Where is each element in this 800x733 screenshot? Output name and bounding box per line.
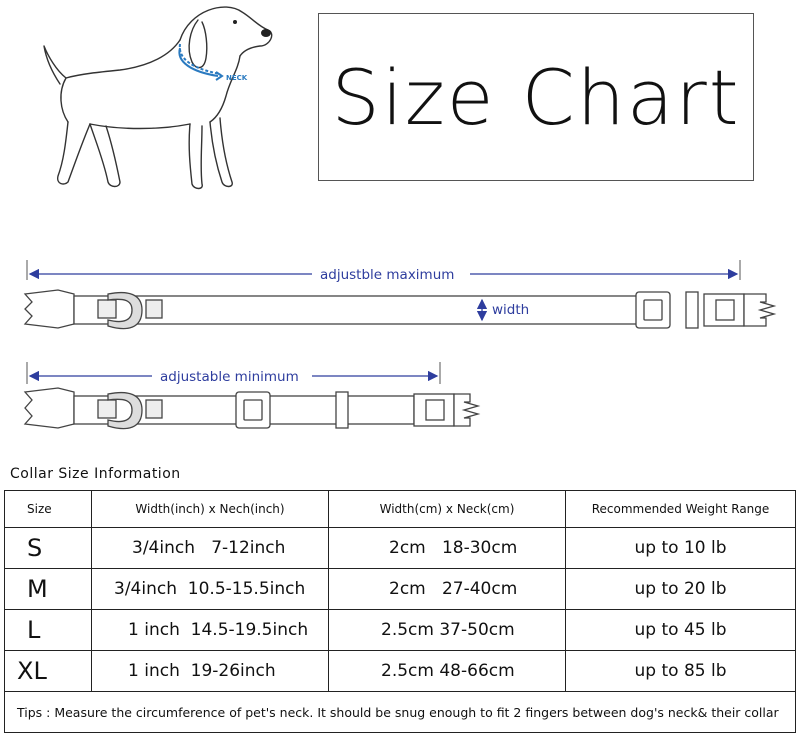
title-box <box>318 13 754 181</box>
row-width-in: 1 inch <box>128 620 180 640</box>
min-measure <box>27 362 440 385</box>
row-width-in: 1 inch <box>128 661 180 681</box>
max-collar <box>25 290 774 329</box>
row-weight: up to 45 lb <box>566 610 796 651</box>
row-width-in: 3/4inch <box>132 538 195 558</box>
row-size: M <box>27 575 48 603</box>
collar-diagram <box>0 250 800 450</box>
row-weight: up to 85 lb <box>566 651 796 692</box>
row-neck-cm: 27-40cm <box>441 579 518 599</box>
min-label: adjustable minimum <box>160 369 299 385</box>
tips-text: Tips : Measure the circumference of pet's neck. It should be snug enough to fit 2 fingers between dog's neck& their collar <box>5 692 796 733</box>
header-cm: Width(cm) x Neck(cm) <box>329 491 566 528</box>
section-title: Collar Size Information <box>10 466 181 482</box>
header-weight: Recommended Weight Range <box>566 491 796 528</box>
row-width-cm: 2.5cm <box>381 620 434 640</box>
row-inch <box>92 528 329 569</box>
row-neck-cm: 37-50cm <box>439 620 515 640</box>
neck-measure-icon <box>179 44 222 80</box>
table-row <box>5 610 796 651</box>
row-neck-cm: 48-66cm <box>439 661 515 681</box>
row-inch <box>92 651 329 692</box>
row-neck-in: 10.5-15.5inch <box>187 579 306 599</box>
row-width-cm: 2cm <box>389 579 426 599</box>
row-cm <box>329 651 566 692</box>
table-row <box>5 651 796 692</box>
table-row <box>5 528 796 569</box>
table-row <box>5 569 796 610</box>
row-cm <box>329 569 566 610</box>
row-cm <box>329 528 566 569</box>
size-table <box>4 490 796 733</box>
row-neck-cm: 18-30cm <box>441 538 518 558</box>
row-size: S <box>27 534 43 562</box>
row-neck-in: 14.5-19.5inch <box>190 620 309 640</box>
table-header-row <box>5 491 796 528</box>
row-neck-in: 19-26inch <box>190 661 276 681</box>
tips-row <box>5 692 796 733</box>
header-inch: Width(inch) x Nech(inch) <box>92 491 329 528</box>
row-weight: up to 10 lb <box>566 528 796 569</box>
row-size: XL <box>17 657 47 685</box>
neck-label: NECK <box>226 74 248 82</box>
row-width-cm: 2cm <box>389 538 426 558</box>
row-width-in: 3/4inch <box>114 579 177 599</box>
max-label: adjustble maximum <box>320 267 455 283</box>
dog-illustration <box>30 0 280 210</box>
row-inch <box>92 610 329 651</box>
row-neck-in: 7-12inch <box>211 538 286 558</box>
width-label: width <box>492 302 530 318</box>
row-width-cm: 2.5cm <box>381 661 434 681</box>
min-collar <box>25 388 478 429</box>
dog-eye <box>233 20 237 24</box>
header-size: Size <box>5 491 92 528</box>
row-inch <box>92 569 329 610</box>
max-measure <box>27 260 740 283</box>
page-title: Size Chart <box>331 52 741 142</box>
row-size: L <box>27 616 41 644</box>
row-cm <box>329 610 566 651</box>
row-weight: up to 20 lb <box>566 569 796 610</box>
dog-nose <box>261 29 271 37</box>
